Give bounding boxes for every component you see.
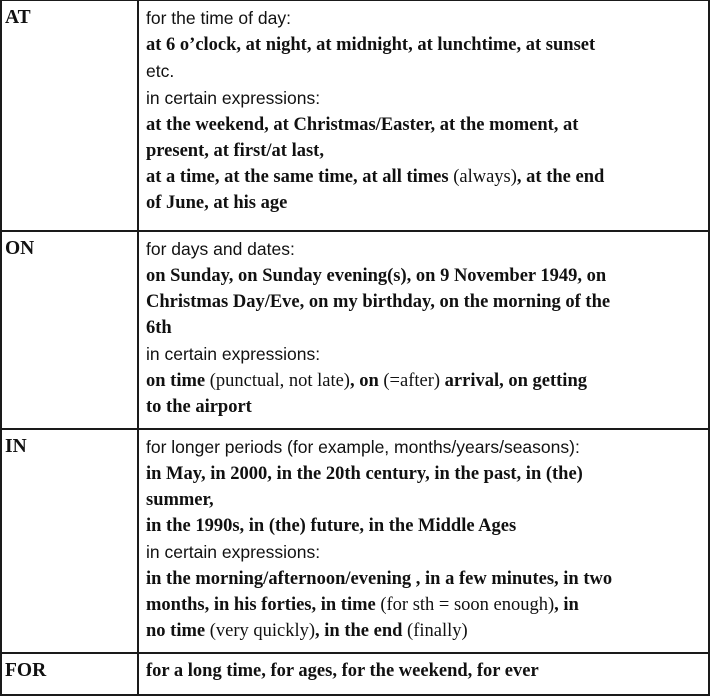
preposition-cell: AT <box>1 1 138 231</box>
usage-line <box>146 32 702 58</box>
usage-heading-text: etc. <box>146 61 175 81</box>
usage-line <box>146 263 702 289</box>
example-text: arrival, on getting <box>440 370 587 391</box>
usage-line <box>146 58 702 85</box>
gloss-text: (=after) <box>383 370 441 391</box>
usage-line <box>146 618 702 644</box>
usage-cell <box>138 653 709 695</box>
example-text: , in <box>554 594 579 615</box>
example-text: no time <box>146 620 210 641</box>
example-text: on Sunday, on Sunday evening(s), on 9 November 1949, on <box>146 265 607 286</box>
gloss-text: (punctual, not late) <box>209 370 350 391</box>
example-text: summer, <box>146 489 214 510</box>
usage-line <box>146 434 702 461</box>
gloss-text: (very quickly) <box>209 620 316 641</box>
usage-line <box>146 164 702 190</box>
usage-line <box>146 394 702 420</box>
usage-heading-text: in certain expressions: <box>146 88 321 108</box>
usage-line <box>146 315 702 341</box>
example-text: in the morning/afternoon/evening , in a few minutes, in two <box>146 568 613 589</box>
table-row <box>1 231 709 429</box>
usage-line <box>146 289 702 315</box>
usage-heading-text: in certain expressions: <box>146 343 321 364</box>
table-row <box>1 653 709 695</box>
example-text: , at the end <box>516 167 605 187</box>
usage-line <box>146 566 702 592</box>
usage-line <box>146 461 702 487</box>
table-body <box>1 1 709 695</box>
example-text: at the weekend, at Christmas/Easter, at the moment, at <box>146 115 579 135</box>
table-row <box>1 1 709 231</box>
usage-cell <box>138 429 709 653</box>
example-text: present, at first/at last, <box>146 141 324 161</box>
example-text: in May, in 2000, in the 20th century, in the past, in (the) <box>146 463 583 484</box>
gloss-text: (finally) <box>407 620 468 641</box>
preposition-cell: IN <box>1 429 138 653</box>
usage-line <box>146 368 702 394</box>
usage-heading-text: for the time of day: <box>146 8 291 28</box>
usage-cell <box>138 231 709 429</box>
example-text: of June, at his age <box>146 193 288 213</box>
usage-line <box>146 5 702 32</box>
example-text: in the 1990s, in (the) future, in the Middle Ages <box>146 515 517 536</box>
table-row <box>1 429 709 653</box>
usage-line <box>146 138 702 164</box>
usage-cell <box>138 1 709 231</box>
usage-line <box>146 539 702 566</box>
example-text: 6th <box>146 317 172 338</box>
usage-line <box>146 85 702 112</box>
usage-line <box>146 112 702 138</box>
example-text: for a long time, for ages, for the weekend, for ever <box>146 660 539 681</box>
example-text: to the airport <box>146 396 252 417</box>
example-text: on time <box>146 370 210 391</box>
usage-line <box>146 487 702 513</box>
usage-heading-text: in certain expressions: <box>146 541 321 562</box>
usage-line <box>146 592 702 618</box>
usage-line <box>146 513 702 539</box>
preposition-cell: ON <box>1 231 138 429</box>
gloss-text: (always) <box>453 167 517 187</box>
usage-line <box>146 341 702 368</box>
example-text: at a time, at the same time, at all times <box>146 167 454 187</box>
example-text: months, in his forties, in time <box>146 594 381 615</box>
usage-line <box>146 190 702 216</box>
example-text: at 6 o’clock, at night, at midnight, at lunchtime, at sunset <box>146 35 596 55</box>
usage-line <box>146 658 702 684</box>
usage-heading-text: for longer periods (for example, months/years/seasons): <box>146 436 580 457</box>
gloss-text: (for sth = soon enough) <box>380 594 555 615</box>
example-text: , in the end <box>315 620 408 641</box>
usage-heading-text: for days and dates: <box>146 238 295 259</box>
preposition-cell: FOR <box>1 653 138 695</box>
example-text: Christmas Day/Eve, on my birthday, on the morning of the <box>146 291 611 312</box>
usage-line <box>146 236 702 263</box>
example-text: , on <box>349 370 384 391</box>
